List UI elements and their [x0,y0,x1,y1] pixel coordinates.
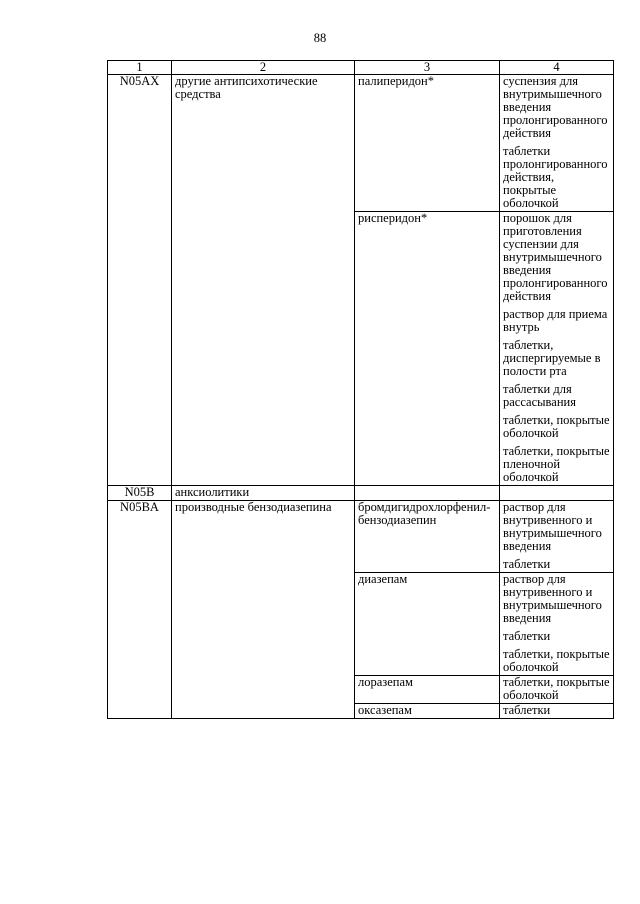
page-number: 88 [313,31,327,45]
dosage-form: таблетки для рассасывания [503,382,576,409]
header-col-1: 1 [108,61,172,75]
atc-code: N05BA [108,501,172,719]
group-name: другие антипсихотические средства [172,75,355,486]
drug-name: палиперидон* [355,75,500,212]
drug-name: бромдигидрохлорфенил-бензодиазепин [355,501,500,573]
table-body [108,75,614,719]
dosage-form: таблетки, покрытые оболочкой [503,647,610,674]
dosage-form: раствор для внутривенного и внутримышечного введения [503,500,602,553]
header-col-3: 3 [355,61,500,75]
dosage-forms [500,501,614,573]
dosage-form: таблетки, диспергируемые в полости рта [503,338,601,378]
header-col-2: 2 [172,61,355,75]
drug-name: диазепам [355,573,500,676]
dosage-form: суспензия для внутримышечного введения пролонгированного действия [503,74,608,140]
atc-code: N05AX [108,75,172,486]
dosage-form: таблетки, покрытые оболочкой [503,413,610,440]
dosage-forms [500,212,614,486]
dosage-form: таблетки пролонгированного действия, покрытые оболочкой [503,144,608,210]
drug-name [355,486,500,501]
dosage-forms [500,486,614,501]
dosage-form: таблетки [503,629,551,643]
table-row [108,501,614,573]
dosage-form: таблетки [503,703,551,717]
dosage-forms [500,676,614,704]
group-name: производные бензодиазепина [172,501,355,719]
dosage-form: порошок для приготовления суспензии для внутримышечного введения пролонгированного действия [503,211,608,303]
dosage-form: таблетки [503,557,551,571]
drug-name: рисперидон* [355,212,500,486]
table-header [108,61,614,75]
dosage-forms [500,75,614,212]
header-col-4: 4 [500,61,614,75]
drug-table [107,60,614,719]
dosage-forms [500,704,614,719]
drug-name: лоразепам [355,676,500,704]
dosage-forms [500,573,614,676]
drug-name: оксазепам [355,704,500,719]
dosage-form: таблетки, покрытые пленочной оболочкой [503,444,610,484]
table-row [108,75,614,212]
atc-code: N05B [108,486,172,501]
dosage-form: таблетки, покрытые оболочкой [503,675,610,702]
dosage-form: раствор для внутривенного и внутримышечного введения [503,572,602,625]
dosage-form: раствор для приема внутрь [503,307,608,334]
table-row [108,486,614,501]
group-name: анксиолитики [172,486,355,501]
